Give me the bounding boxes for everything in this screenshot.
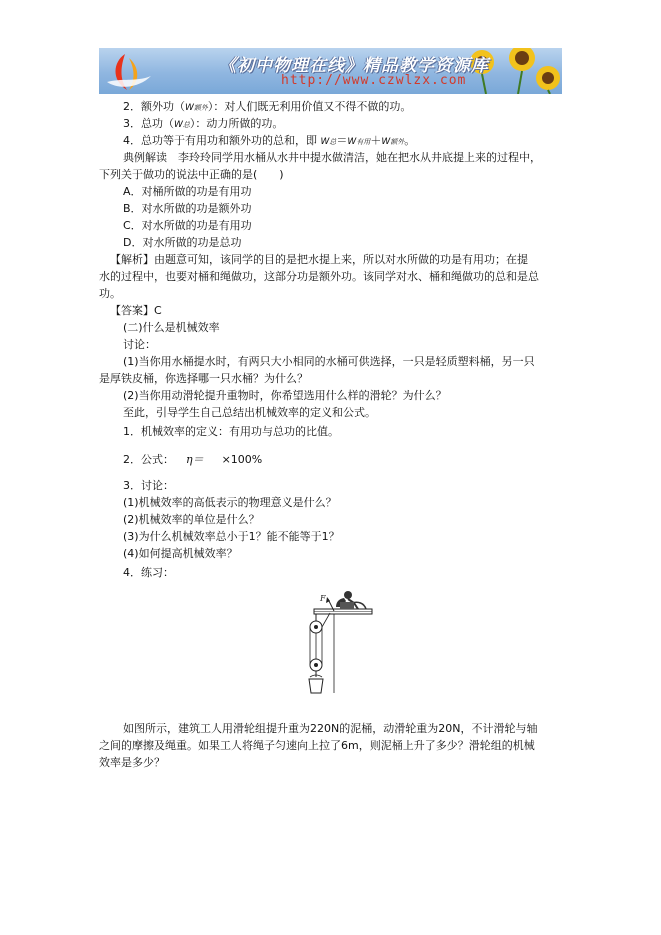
logo-icon <box>103 52 155 92</box>
banner-title: 《初中物理在线》精品教学资源库 <box>219 56 489 76</box>
header-banner <box>99 48 562 94</box>
problem-line-1: 如图所示，建筑工人用滑轮组提升重为220N的泥桶，动滑轮重为20N，不计滑轮与轴 <box>123 722 538 735</box>
discuss-item-4: (4)如何提高机械效率？ <box>123 547 238 560</box>
analysis-line-1: 【解析】由题意可知，该同学的目的是把水提上来，所以对水所做的功是有用功；在提 <box>110 253 528 266</box>
option-b: B．对水所做的功是额外功 <box>123 202 252 215</box>
question-2: (2)当你用动滑轮提升重物时，你希望选用什么样的滑轮？为什么？ <box>123 389 447 402</box>
analysis-line-2: 水的过程中，也要对桶和绳做功，这部分功是额外功。该同学对水、桶和绳做功的总和是总 <box>99 270 539 283</box>
discuss-label: 讨论： <box>123 338 156 351</box>
worker-figure <box>336 591 366 609</box>
formula-line: 2．公式： η＝ ×100% <box>123 453 263 466</box>
example-line-2: 下列关于做功的说法中正确的是( ) <box>99 168 284 181</box>
practice-label: 4．练习： <box>123 566 174 579</box>
analysis-line-3: 功。 <box>99 287 121 300</box>
item4-line: 4．总功等于有用功和额外功的总和，即 W总＝W有用＋W额外。 <box>123 134 416 147</box>
problem-line-3: 效率是多少？ <box>99 756 165 769</box>
problem-line-2: 之间的摩擦及绳重。如果工人将绳子匀速向上拉了6m，则泥桶上升了多少？滑轮组的机械 <box>99 739 535 752</box>
section-title: (二)什么是机械效率 <box>123 321 220 334</box>
discuss-item-3: (3)为什么机械效率总小于1？能不能等于1？ <box>123 530 340 543</box>
option-c: C．对水所做的功是有用功 <box>123 219 252 232</box>
force-label: F <box>320 594 326 603</box>
pulley-figure <box>296 589 376 699</box>
discuss-item-2: (2)机械效率的单位是什么？ <box>123 513 260 526</box>
guide-text: 至此，引导学生自己总结出机械效率的定义和公式。 <box>123 406 376 419</box>
item2-line: 2．额外功（W额外）：对人们既无利用价值又不得不做的功。 <box>123 100 412 113</box>
banner-url[interactable]: http://www.czwlzx.com <box>281 73 467 88</box>
example-line-1: 典例解读 李玲玲同学用水桶从水井中提水做清洁，她在把水从井底提上来的过程中， <box>123 151 541 164</box>
question-1-line-1: (1)当你用水桶提水时，有两只大小相同的水桶可供选择，一只是轻质塑料桶，另一只 <box>123 355 535 368</box>
option-a: A．对桶所做的功是有用功 <box>123 185 252 198</box>
question-1-line-2: 是厚铁皮桶，你选择哪一只水桶？为什么？ <box>99 372 308 385</box>
item3-line: 3．总功（W总）：动力所做的功。 <box>123 117 284 130</box>
definition: 1．机械效率的定义：有用功与总功的比值。 <box>123 425 339 438</box>
discuss-3-label: 3．讨论： <box>123 479 174 492</box>
option-d: D．对水所做的功是总功 <box>123 236 242 249</box>
discuss-item-1: (1)机械效率的高低表示的物理意义是什么？ <box>123 496 337 509</box>
answer: 【答案】C <box>110 304 162 317</box>
